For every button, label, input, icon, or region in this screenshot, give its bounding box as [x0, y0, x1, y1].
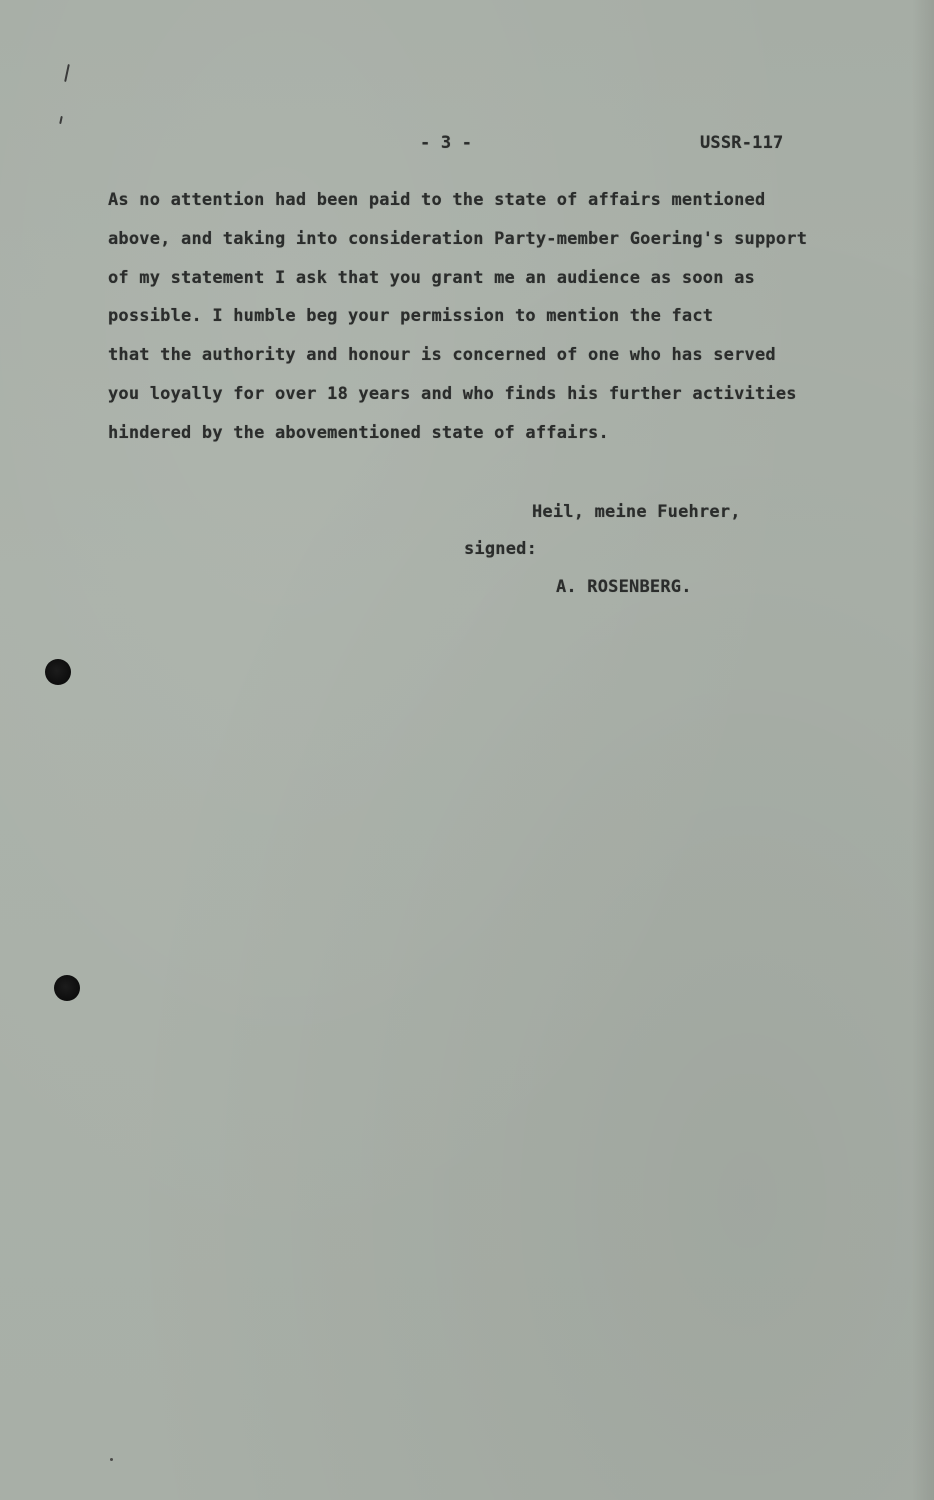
body-line: that the authority and honour is concerned of one who has served: [108, 345, 776, 365]
pencil-mark: [64, 64, 70, 82]
body-line: above, and taking into consideration Party-member Goering's support: [108, 229, 808, 249]
punch-hole: [45, 659, 71, 685]
page-edge-shadow: [912, 0, 934, 1500]
closing-salutation: Heil, meine Fuehrer,: [532, 502, 741, 522]
body-line: you loyally for over 18 years and who finds his further activities: [108, 384, 797, 404]
body-line: hindered by the abovementioned state of affairs.: [108, 423, 609, 443]
signed-label: signed:: [464, 539, 538, 559]
body-line: As no attention had been paid to the state of affairs mentioned: [108, 190, 766, 210]
pencil-mark: [59, 116, 63, 124]
page-number: - 3 -: [420, 133, 473, 153]
signatory-name: A. ROSENBERG.: [556, 577, 692, 597]
document-reference: USSR-117: [700, 133, 784, 153]
body-line: possible. I humble beg your permission to mention the fact: [108, 306, 714, 326]
speck: [110, 1458, 113, 1461]
body-line: of my statement I ask that you grant me an audience as soon as: [108, 268, 755, 288]
punch-hole: [54, 975, 80, 1001]
